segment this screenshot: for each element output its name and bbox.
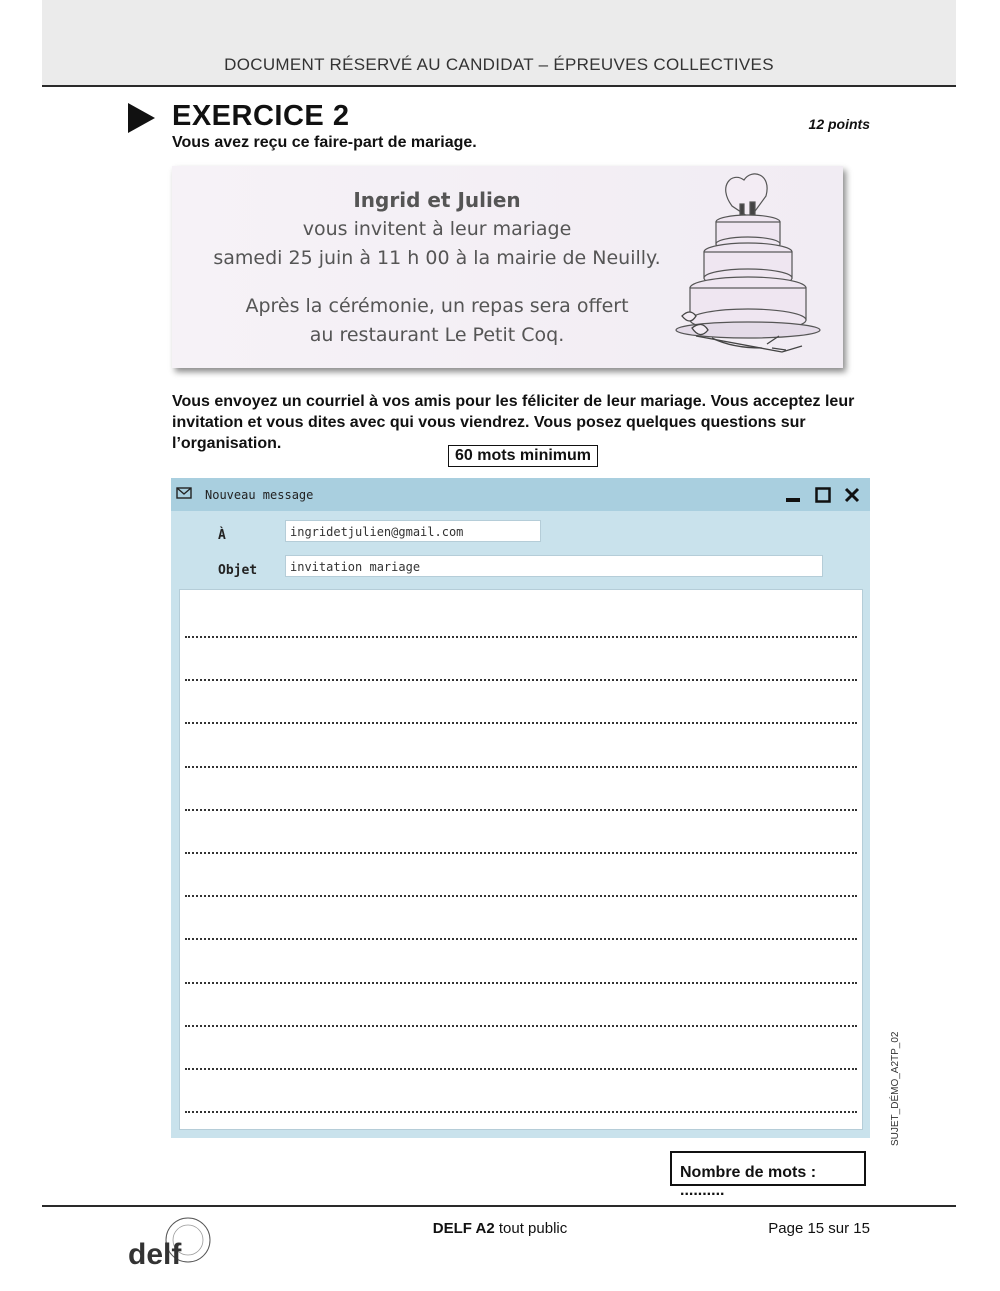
wedding-cake-icon: [672, 166, 843, 368]
word-count-box: [670, 1151, 866, 1199]
writing-line[interactable]: [185, 1111, 857, 1113]
footer-page: Page 15 sur 15: [768, 1220, 870, 1237]
minimize-icon[interactable]: [783, 485, 803, 505]
invitation-card: [172, 166, 843, 368]
word-count-dots[interactable]: ..........: [680, 1182, 725, 1199]
invitation-line: vous invitent à leur mariage: [302, 218, 572, 240]
min-words-badge: 60 mots minimum: [448, 445, 598, 467]
writing-line[interactable]: [185, 938, 857, 940]
exercise-points: 12 points: [808, 116, 870, 132]
exercise-title: EXERCICE 2: [172, 100, 350, 132]
logo-text: delf: [128, 1238, 182, 1271]
invitation-text: [172, 186, 702, 350]
footer-exam-rest: tout public: [494, 1220, 568, 1237]
footer-rule: [42, 1205, 956, 1207]
exercise-intro: Vous avez reçu ce faire-part de mariage.: [172, 134, 477, 151]
writing-line[interactable]: [185, 722, 857, 724]
writing-line[interactable]: [185, 636, 857, 638]
email-body[interactable]: [179, 589, 863, 1130]
email-window: [171, 478, 870, 1138]
close-icon[interactable]: [842, 485, 862, 505]
side-code: SUJET_DÉMO_A2TP_02: [890, 1031, 901, 1146]
invitation-names: Ingrid et Julien: [353, 188, 521, 212]
subject-field[interactable]: invitation mariage: [285, 555, 823, 577]
to-label: À: [218, 528, 226, 543]
email-window-title: Nouveau message: [205, 488, 314, 502]
invitation-line: au restaurant Le Petit Coq.: [309, 324, 565, 346]
to-field[interactable]: ingridetjulien@gmail.com: [285, 520, 541, 542]
writing-line[interactable]: [185, 809, 857, 811]
invitation-line: samedi 25 juin à 11 h 00 à la mairie de Neuilly.: [213, 247, 661, 269]
writing-line[interactable]: [185, 1068, 857, 1070]
subject-label: Objet: [218, 563, 258, 578]
writing-line[interactable]: [185, 679, 857, 681]
writing-line[interactable]: [185, 766, 857, 768]
writing-line[interactable]: [185, 982, 857, 984]
envelope-icon: [176, 487, 192, 499]
header-text: DOCUMENT RÉSERVÉ AU CANDIDAT – ÉPREUVES COLLECTIVES: [224, 55, 774, 74]
header-band: [42, 0, 956, 87]
footer-exam-bold: DELF A2: [432, 1220, 495, 1237]
instructions: Vous envoyez un courriel à vos amis pour les féliciter de leur mariage. Vous acceptez leur invitation et vous dites avec qui vous viendrez. Vous posez quelques questions sur l’organisation.: [172, 393, 855, 452]
writing-line[interactable]: [185, 852, 857, 854]
invitation-line: Après la cérémonie, un repas sera offert: [245, 295, 629, 317]
maximize-icon[interactable]: [813, 485, 833, 505]
writing-line[interactable]: [185, 1025, 857, 1027]
writing-line[interactable]: [185, 895, 857, 897]
play-arrow-icon: [128, 103, 155, 133]
word-count-label: Nombre de mots :: [680, 1164, 817, 1181]
email-titlebar: [171, 478, 870, 511]
